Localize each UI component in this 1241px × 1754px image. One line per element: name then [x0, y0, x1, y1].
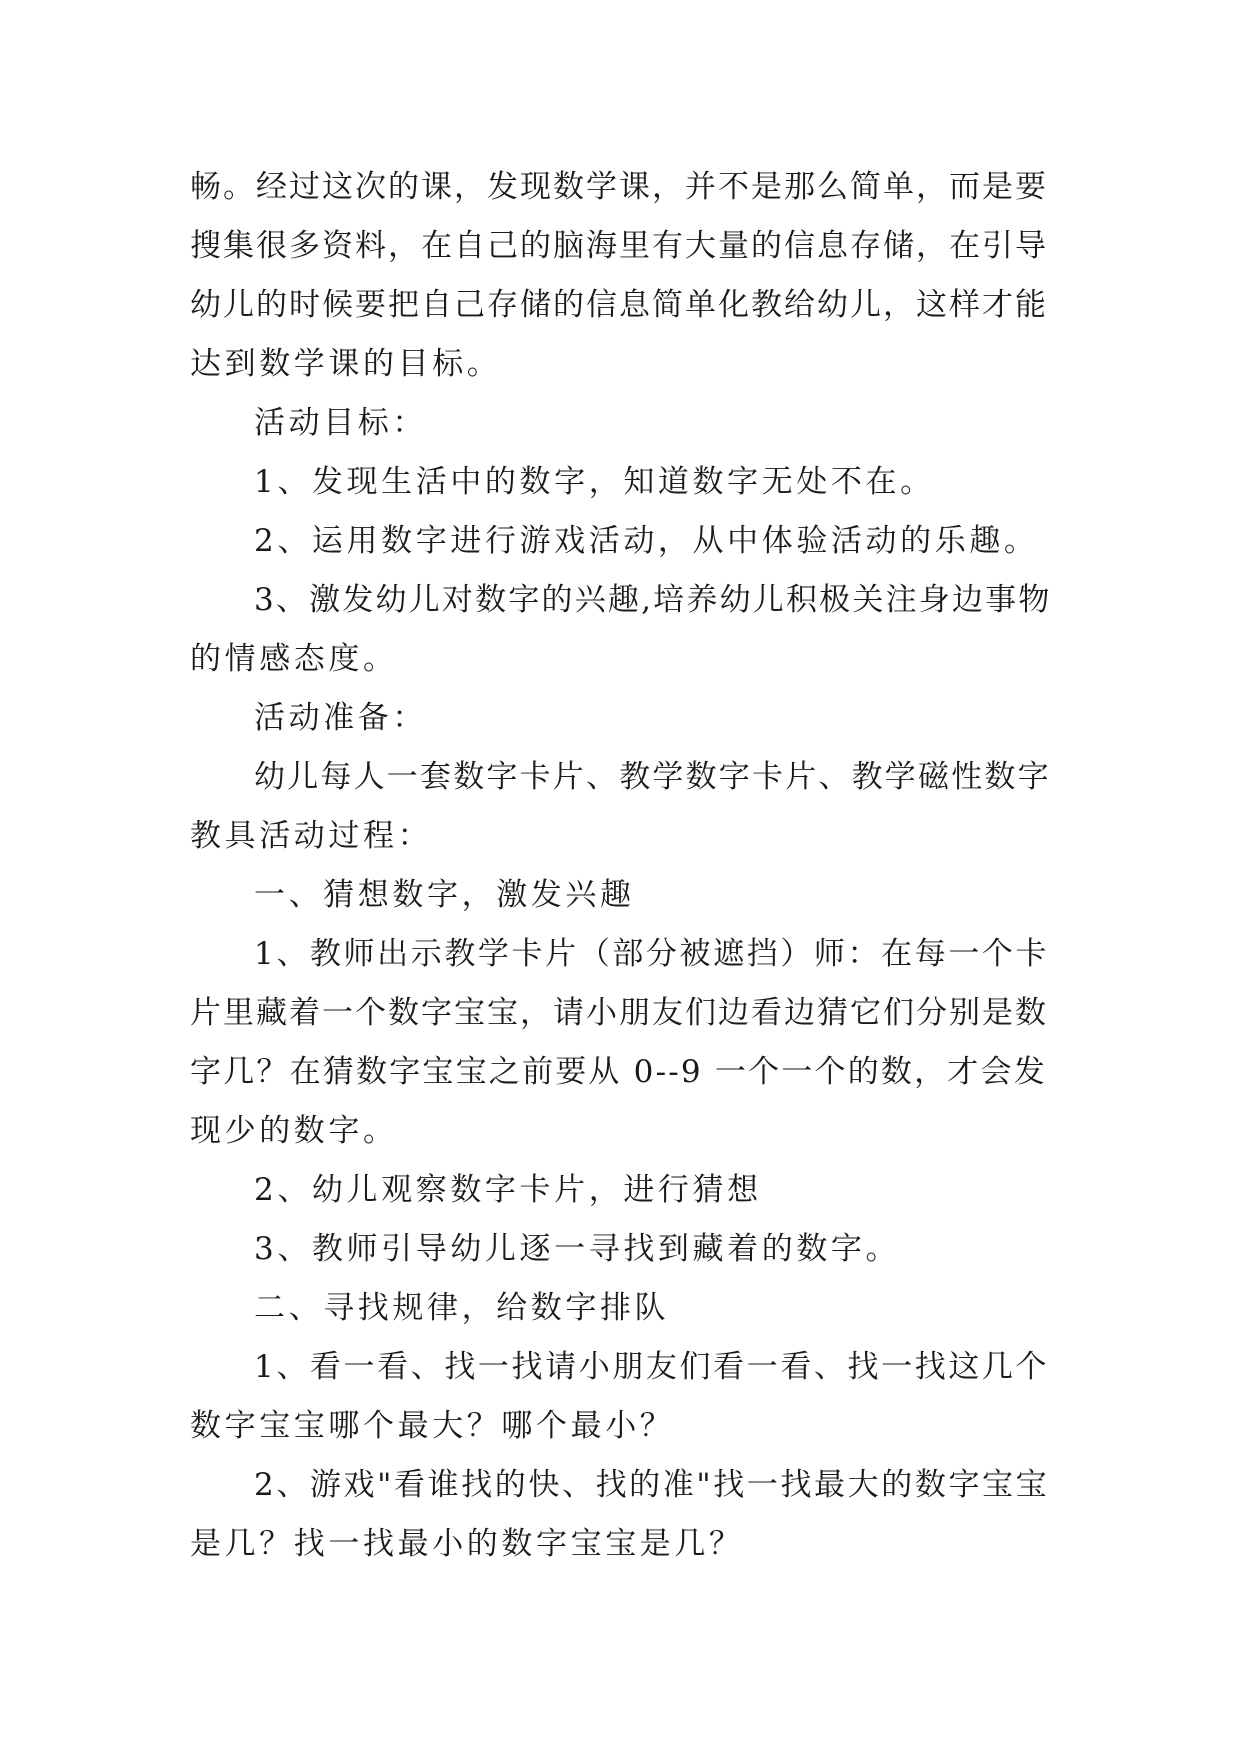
text-line: 3、激发幼儿对数字的兴趣,培养幼儿积极关注身边事物 — [254, 582, 1052, 618]
text-line: 畅。经过这次的课，发现数学课，并不是那么简单，而是要 — [190, 169, 1048, 205]
text-line: 字几？在猜数字宝宝之前要从 0--9 一个一个的数，才会发 — [190, 1054, 1047, 1090]
text-line: 搜集很多资料，在自己的脑海里有大量的信息存储，在引导 — [190, 228, 1048, 264]
text-line: 3、教师引导幼儿逐一寻找到藏着的数字。 — [254, 1231, 901, 1267]
text-line: 二、寻找规律，给数字排队 — [254, 1290, 670, 1326]
text-line: 数字宝宝哪个最大？哪个最小？ — [190, 1408, 675, 1444]
text-line: 1、看一看、找一找请小朋友们看一看、找一找这几个 — [254, 1349, 1050, 1385]
text-line: 活动目标： — [254, 405, 427, 441]
text-line: 2、运用数字进行游戏活动，从中体验活动的乐趣。 — [254, 523, 1039, 559]
body-text — [190, 158, 1052, 1574]
text-line: 幼儿每人一套数字卡片、教学数字卡片、教学磁性数字 — [254, 759, 1051, 795]
text-line: 是几？找一找最小的数字宝宝是几？ — [190, 1526, 744, 1562]
text-line: 一、猜想数字，激发兴趣 — [254, 877, 635, 913]
text-line: 1、教师出示教学卡片（部分被遮挡）师：在每一个卡 — [254, 936, 1050, 972]
text-line: 片里藏着一个数字宝宝，请小朋友们边看边猜它们分别是数 — [190, 995, 1048, 1031]
text-line: 幼儿的时候要把自己存储的信息简单化教给幼儿，这样才能 — [190, 287, 1048, 323]
text-line: 达到数学课的目标。 — [190, 346, 502, 382]
text-line: 活动准备： — [254, 700, 427, 736]
text-line: 现少的数字。 — [190, 1113, 398, 1149]
text-line: 1、发现生活中的数字，知道数字无处不在。 — [254, 464, 935, 500]
text-line: 2、幼儿观察数字卡片，进行猜想 — [254, 1172, 762, 1208]
text-line: 的情感态度。 — [190, 641, 398, 677]
text-line: 2、游戏"看谁找的快、找的准"找一找最大的数字宝宝 — [254, 1467, 1050, 1503]
text-line: 教具活动过程： — [190, 818, 433, 854]
